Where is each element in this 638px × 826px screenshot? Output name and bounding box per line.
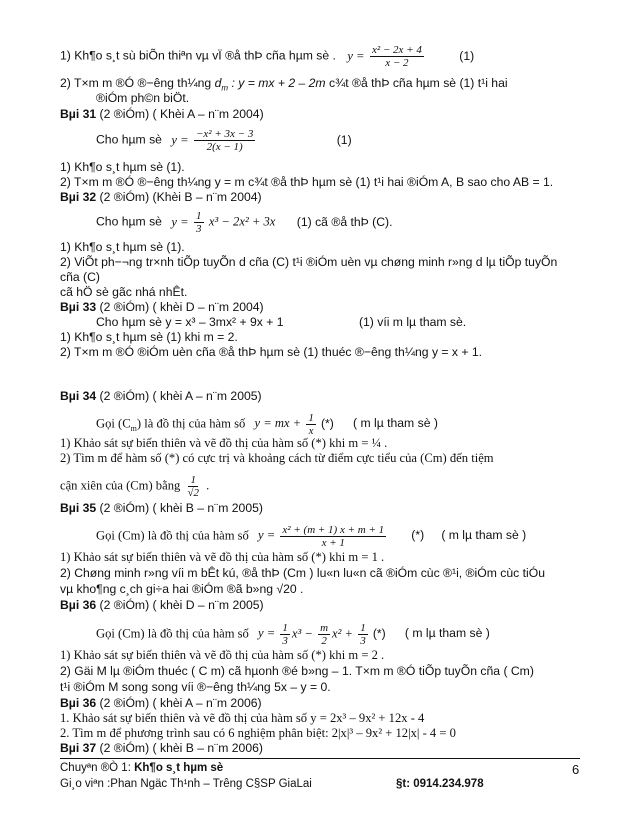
line-22: cận xiên của (Cm) bằng $\frac{1}{√2}$ . xyxy=(60,474,210,499)
line-6: 1) Kh¶o s¸t hµm sè (1). xyxy=(60,160,185,174)
fraction-8: $\frac{m}{2}$ xyxy=(320,622,329,647)
bai-31-heading: Bµi 31 (2 ®iÓm) ( Khèi A – n¨m 2004) xyxy=(60,107,264,121)
line-12: cña (C) xyxy=(60,270,100,284)
fraction-4: $\frac{1}{x}$ xyxy=(308,412,314,437)
bai-32-heading: Bµi 32 (2 ®iÓm) (Khèi B – n¨m 2004) xyxy=(60,190,262,204)
fraction-6: $\frac{\text{x² + (m + 1) x + m + 1}}{x + 1}$ xyxy=(282,524,385,549)
bai-34-heading: Bµi 34 (2 ®iÓm) ( khèi A – n¨m 2005) xyxy=(60,389,262,403)
fraction-5: $\frac{1}{√2}$ xyxy=(187,474,199,499)
line-21: 2) Tìm m để hàm số (*) có cực trị và khoảng cách từ điểm cực tiểu của (Cm) đến tiệm xyxy=(60,451,494,465)
line-25: 1) Khảo sát sự biến thiên và vẽ đồ thị của hàm số (*) khi m = 1 . xyxy=(60,550,385,564)
line-3: ®iÓm ph©n biÖt. xyxy=(96,91,190,105)
fraction-1: $\frac{\text{x² − 2x + 4}}{x - 2}$ xyxy=(371,44,422,69)
line-34: 1. Khảo sát sự biến thiên và vẽ đồ thị của hàm số y = 2x³ – 9x² + 12x - 4 xyxy=(60,711,425,725)
line-20: 1) Khảo sát sự biến thiên và vẽ đồ thị của hàm số (*) khi m = ¼ . xyxy=(60,436,388,450)
line-9: Cho hµm sè y = $\frac{1}{3}$ x³ − 2x² + 3x (1) cã ®å thÞ (C). xyxy=(96,210,393,235)
footer-teacher: Gi¸o viªn :Phan Ngäc Th¹nh – Trêng C§SP GiaLai xyxy=(60,778,312,790)
line-32: t¹i ®iÓm M song song víi ®−êng th¼ng 5x – y = 0. xyxy=(60,680,331,694)
bai-36b-heading: Bµi 36 (2 ®iÓm) ( khèi A – n¨m 2006) xyxy=(60,696,262,710)
bai-35-heading: Bµi 35 (2 ®iÓm) ( khèi B – n¨m 2005) xyxy=(60,501,263,515)
footer-chapter: Chuyªn ®Ò 1: Kh¶o s¸t hµm sè xyxy=(60,762,224,774)
page-number: 6 xyxy=(572,762,580,777)
bai-36-heading: Bµi 36 (2 ®iÓm) ( khèi D – n¨m 2005) xyxy=(60,598,264,612)
line-19: Gọi $(C_m)$ là đồ thị của hàm số y = mx + $\frac{1}{x}$ (*) ( m lµ tham sè ) xyxy=(96,412,438,437)
line-16: 1) Kh¶o s¸t hµm sè (1) khi m = 2. xyxy=(60,330,238,344)
line-10: 1) Kh¶o s¸t hµm sè (1). xyxy=(60,240,185,254)
line-30: 1) Khảo sát sự biến thiên và vẽ đồ thị của hàm số (*) khi m = 2 . xyxy=(60,648,385,662)
line-27: vµ kho¶ng c¸ch gi÷a hai ®iÓm ®ã b»ng √20 . xyxy=(60,582,304,596)
line-31: 2) Gäi M lµ ®iÓm thuéc ( C m) cã hµonh ®é b»ng – 1. T×m m ®Ó tiÕp tuyÕn cña ( Cm) xyxy=(60,664,534,678)
footer-phone: §t: 0914.234.978 xyxy=(396,778,484,790)
line-7: 2) T×m m ®Ó ®−êng th¼ng y = m c¾t ®å thÞ hµm sè (1) t¹i hai ®iÓm A, B sao cho AB = 1. xyxy=(60,175,554,189)
fraction-9: $\frac{1}{3}$ xyxy=(360,622,366,647)
line-29: Gọi (Cm) là đồ thị của hàm số y = $\frac{1}{3}$ x³ − $\frac{m}{2}$ x² + $\frac{1}{3}$ (*) ( m lµ tham sè ) xyxy=(96,622,490,647)
line-1: 1) Kh¶o s¸t sù biÕn thiªn vµ vÏ ®å thÞ cña hµm sè . y = $\frac{\text{x² − 2x + 4}}{x - 2}$ (1) xyxy=(60,44,475,69)
line-2: 2) T×m m ®Ó ®−êng th¼ng $d_m$ : y = mx + 2 – 2m c¾t ®å thÞ cña hµm sè (1) t¹i hai xyxy=(60,76,508,93)
line-24: Gọi (Cm) là đồ thị của hàm số y = $\frac{\text{x² + (m + 1) x + m + 1}}{x + 1}$ (*) ( m lµ tham sè ) xyxy=(96,524,527,549)
line-5: Cho hµm sè y = $\frac{\text{−x² + 3x − 3}}{2(x - 1)}$ (1) xyxy=(96,128,352,153)
line-35: 2. Tìm m để phương trình sau có 6 nghiệm phân biệt: 2|x|³ – 9x² + 12|x| - 4 = 0 xyxy=(60,726,456,740)
bai-33-heading: Bµi 33 (2 ®iÓm) ( khèi D – n¨m 2004) xyxy=(60,300,264,314)
bai-37-heading: Bµi 37 (2 ®iÓm) ( khèi B – n¨m 2006) xyxy=(60,741,263,755)
line-15: Cho hµm sè y = x³ – 3mx² + 9x + 1 (1) víi m lµ tham sè. xyxy=(96,315,467,329)
line-26: 2) Chøng minh r»ng víi m bÊt kú, ®å thÞ (Cm ) lu«n lu«n cã ®iÓm cùc ®¹i, ®iÓm cùc tiÓu xyxy=(60,566,545,580)
fraction-3: $\frac{1}{3}$ xyxy=(196,210,202,235)
line-11: 2) ViÕt ph−¬ng tr×nh tiÕp tuyÕn d cña (C) t¹i ®iÓm uèn vµ chøng minh r»ng d lµ tiÕp tuyÕn xyxy=(60,255,558,269)
line-13: cã hÖ sè gãc nhá nhÊt. xyxy=(60,285,188,299)
fraction-7: $\frac{1}{3}$ xyxy=(282,622,288,647)
footer-divider xyxy=(60,758,580,759)
line-17: 2) T×m m ®Ó ®iÓm uèn cña ®å thÞ hµm sè (1) thuéc ®−êng th¼ng y = x + 1. xyxy=(60,345,483,359)
fraction-2: $\frac{\text{−x² + 3x − 3}}{2(x - 1)}$ xyxy=(196,128,254,153)
